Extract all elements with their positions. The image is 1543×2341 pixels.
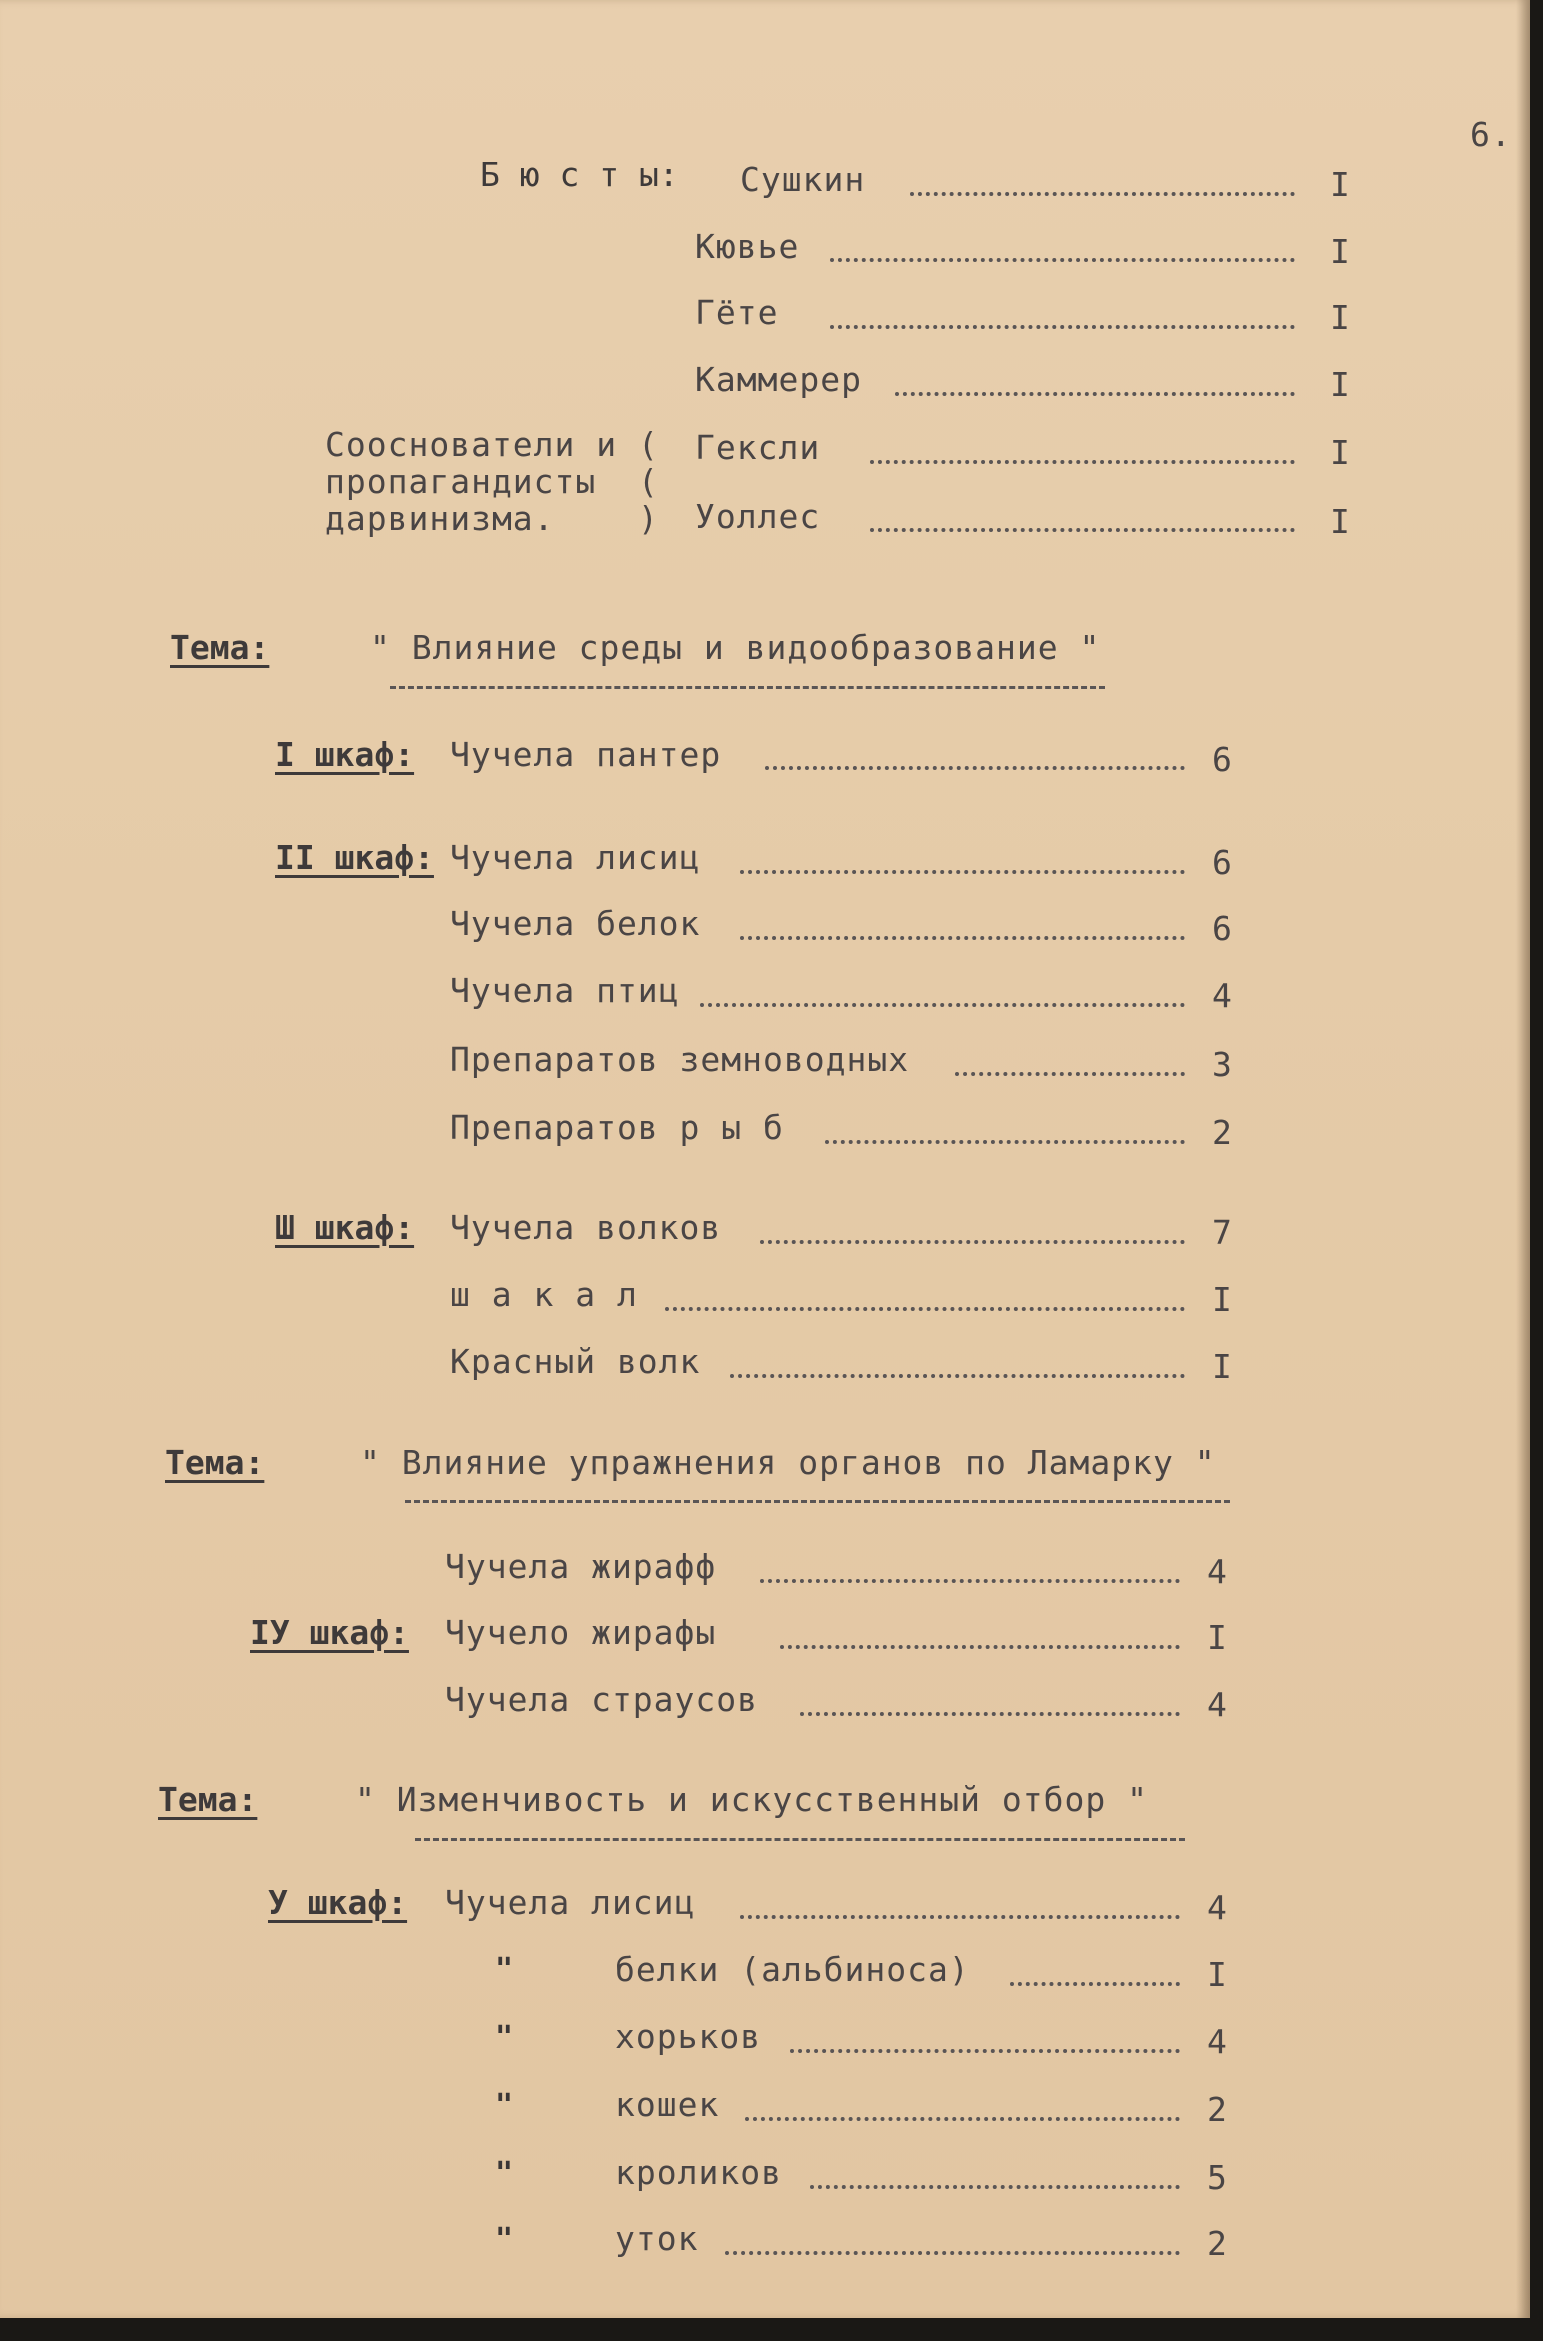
item-name: ш а к а л [450,1275,638,1314]
item-name: Чучела волков [450,1208,722,1247]
cabinet-label: Ш шкаф: [275,1208,415,1247]
cofounders-line: дарвинизма. ) [325,499,659,538]
busts-label: Б ю с т ы: [480,155,679,194]
item-count: 6 [1212,740,1232,779]
item-count: 2 [1207,2224,1227,2263]
item-count: 4 [1207,1888,1227,1927]
bust-name: Каммерер [695,360,862,399]
theme-label: Тема: [158,1780,258,1819]
leader-dots [780,1645,1180,1649]
leader-dots [800,1712,1180,1716]
cabinet-label: У шкаф: [268,1883,408,1922]
theme-title: " Изменчивость и искусственный отбор " [355,1780,1148,1819]
item-count: 5 [1207,2158,1227,2197]
item-name: Чучело жирафы [445,1613,717,1652]
item-count: 6 [1212,843,1232,882]
bust-count: I [1330,298,1350,337]
leader-dots [725,2251,1180,2255]
bust-count: I [1330,433,1350,472]
item-name: Красный волк [450,1342,701,1381]
theme-title: " Влияние среды и видообразование " [370,628,1101,667]
item-name: Чучела птиц [450,971,680,1010]
item-name: Препаратов земноводных [450,1040,910,1079]
ditto-mark: " [495,2222,514,2257]
leader-dots [810,2185,1180,2189]
leader-dots [740,870,1185,874]
leader-dots [870,528,1295,532]
leader-dots [730,1374,1185,1378]
leader-dots [1010,1982,1180,1986]
item-count: 4 [1207,1552,1227,1591]
cabinet-label: II шкаф: [275,838,434,877]
bust-count: I [1330,232,1350,271]
bust-count: I [1330,502,1350,541]
item-name: кошек [615,2085,720,2124]
theme-title: " Влияние упражнения органов по Ламарку " [360,1443,1216,1482]
leader-dots [740,936,1185,940]
item-name: Чучела лисиц [445,1883,696,1922]
item-name: кроликов [615,2153,782,2192]
ditto-mark: " [495,2156,514,2191]
leader-dots [830,258,1295,262]
leader-dots [740,1915,1180,1919]
ditto-mark: " [495,1952,514,1987]
item-name: хорьков [615,2017,762,2056]
leader-dots [895,392,1295,396]
page-number: 6. [1470,115,1512,154]
item-name: Чучела лисиц [450,838,701,877]
item-name: Препаратов р ы б [450,1108,784,1147]
theme-label: Тема: [165,1443,265,1482]
title-underline [415,1838,1185,1841]
leader-dots [760,1579,1180,1583]
title-underline [390,686,1105,689]
leader-dots [790,2049,1180,2053]
item-count: 2 [1212,1113,1232,1152]
leader-dots [870,460,1295,464]
item-name: Чучела белок [450,904,701,943]
item-count: 2 [1207,2090,1227,2129]
leader-dots [745,2117,1180,2121]
theme-label: Тема: [170,628,270,667]
leader-dots [760,1240,1185,1244]
cofounders-line: Сооснователи и ( [325,425,659,464]
bust-name: Уоллес [695,497,821,536]
leader-dots [955,1072,1185,1076]
item-count: 6 [1212,909,1232,948]
leader-dots [830,325,1295,329]
item-count: I [1207,1618,1227,1657]
title-underline [405,1500,1230,1503]
item-count: I [1207,1955,1227,1994]
leader-dots [765,766,1185,770]
cabinet-label: I шкаф: [275,735,415,774]
leader-dots [910,192,1295,196]
item-count: 7 [1212,1213,1232,1252]
item-count: 4 [1212,976,1232,1015]
bust-name: Гексли [695,428,821,467]
bust-count: I [1330,165,1350,204]
bust-count: I [1330,365,1350,404]
leader-dots [825,1140,1185,1144]
bust-name: Сушкин [740,160,866,199]
item-count: 4 [1207,1685,1227,1724]
cabinet-label: IУ шкаф: [250,1613,409,1652]
cofounders-line: пропагандисты ( [325,462,659,501]
leader-dots [700,1003,1185,1007]
item-count: I [1212,1280,1232,1319]
item-name: уток [615,2219,699,2258]
bust-name: Кювье [695,227,800,266]
item-count: I [1212,1347,1232,1386]
bust-name: Гёте [695,293,779,332]
item-name: белки (альбиноса) [615,1950,970,1989]
leader-dots [665,1307,1185,1311]
item-count: 3 [1212,1045,1232,1084]
item-name: Чучела жирафф [445,1547,717,1586]
item-count: 4 [1207,2022,1227,2061]
ditto-mark: " [495,2088,514,2123]
ditto-mark: " [495,2020,514,2055]
item-name: Чучела пантер [450,735,722,774]
item-name: Чучела страусов [445,1680,759,1719]
